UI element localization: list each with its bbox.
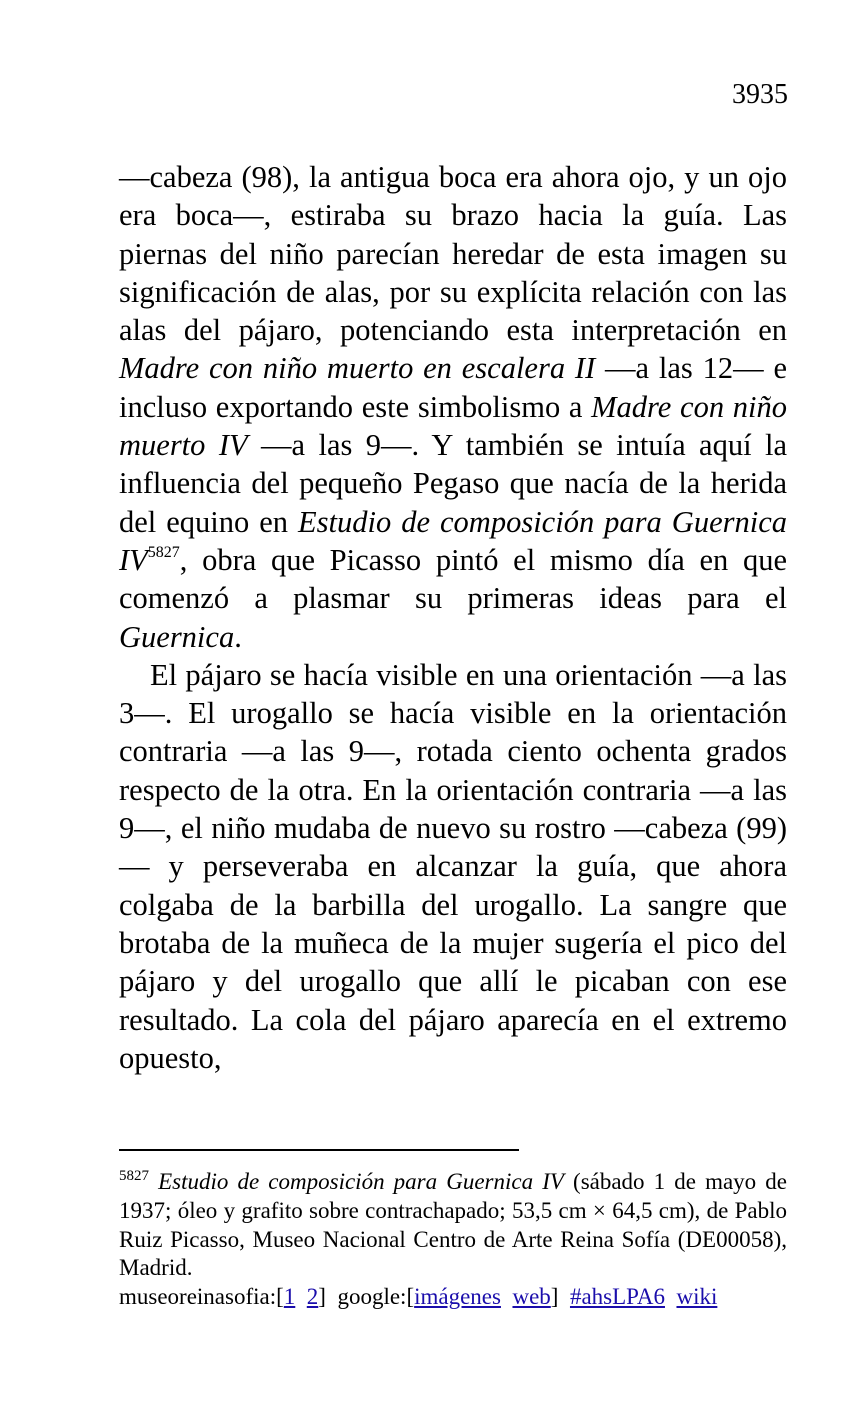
italic-title-guernica: Guernica <box>119 619 235 654</box>
footnote-number: 5827 <box>119 1168 149 1184</box>
page-number: 3935 <box>732 79 788 110</box>
paragraph-1-text-5: . <box>234 619 242 654</box>
paragraph-1-text-1: —cabeza (98), la antigua boca era ahora ojo, y un ojo era boca—, estiraba su brazo hacia la guía. Las piernas del niño parecían heredar de esta imagen su significación de alas, por su explícita relación con las alas del pájaro, potenciando esta interpretación en <box>119 160 787 348</box>
google-label: google:[ <box>337 1284 415 1310</box>
museo-label: museoreinasofia:[ <box>119 1284 284 1310</box>
italic-title-madre-escalera: Madre con niño muerto en escalera II <box>119 351 596 386</box>
footnote-description: (sábado 1 de mayo de 1937; óleo y grafito sobre contrachapado; 53,5 cm × 64,5 cm), de Pablo Ruiz Picasso, Museo Nacional Centro de Arte Reina Sofía (DE00058), Madrid. <box>119 1169 787 1281</box>
footnote <box>119 1168 787 1312</box>
paragraph-1-text-4: , obra que Picasso pintó el mismo día en que comenzó a plasmar su primeras ideas para el <box>119 542 787 616</box>
museo-link-2[interactable]: 2 <box>306 1284 319 1310</box>
paragraph-1-text-3: —a las 9—. Y también se intuía aquí la influencia del pequeño Pegaso que nacía de la herida del equino en <box>119 428 787 539</box>
paragraph-1 <box>119 158 787 656</box>
museo-close-bracket: ] <box>318 1284 326 1310</box>
footnote-links <box>119 1283 787 1312</box>
footnote-text <box>119 1168 787 1283</box>
google-close-bracket: ] <box>550 1284 559 1310</box>
footnote-divider <box>119 1149 519 1151</box>
wiki-link[interactable]: wiki <box>676 1284 718 1310</box>
italic-title-estudio: Estudio de composición para Guernica IV <box>119 504 787 577</box>
museo-link-1[interactable]: 1 <box>283 1284 296 1310</box>
footnote-reference[interactable]: 5827 <box>147 543 180 561</box>
italic-title-madre-iv: Madre con niño muerto IV <box>119 389 787 463</box>
google-web-link[interactable]: web <box>512 1284 551 1310</box>
google-images-link[interactable]: imágenes <box>414 1284 501 1310</box>
body-text <box>119 158 787 1077</box>
paragraph-2: El pájaro se hacía visible en una orientación —a las 3—. El urogallo se hacía visible en la orientación contraria —a las 9—, rotada ciento ochenta grados respecto de la otra. En la orientación contraria —a las 9—, el niño mudaba de nuevo su rostro —cabeza (99)— y perseveraba en alcanzar la guía, que ahora colgaba de la barbilla del urogallo. La sangre que brotaba de la muñeca de la mujer sugería el pico del pájaro y del urogallo que allí le picaban con ese resultado. La cola del pájaro aparecía en el extremo opuesto, <box>119 657 787 1075</box>
hashtag-link[interactable]: #ahsLPA6 <box>569 1284 665 1310</box>
footnote-title: Estudio de composición para Guernica IV <box>158 1169 564 1194</box>
paragraph-1-text-2: —a las 12— e incluso exportando este simbolismo a <box>119 351 787 424</box>
